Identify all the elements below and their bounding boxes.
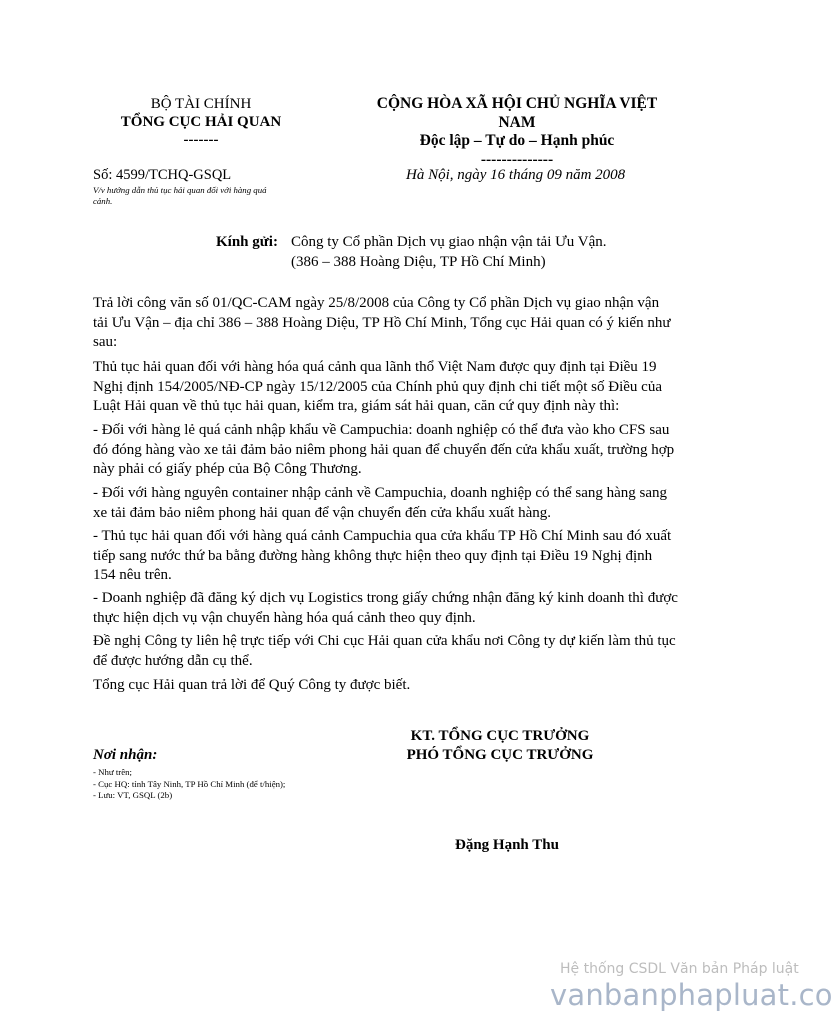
recipient-label: Kính gửi: xyxy=(216,234,278,250)
left-rule: ------- xyxy=(183,132,219,148)
body-paragraph-3 xyxy=(93,421,718,480)
signature-title-line1: KT. TỔNG CỤC TRƯỞNG xyxy=(410,728,590,744)
text-line: thực hiện dịch vụ vận chuyển hàng hóa quá cảnh theo quy định. xyxy=(93,609,476,626)
text-line: - Đối với hàng lẻ quá cảnh nhập khẩu về Campuchia: doanh nghiệp có thể đưa vào kho CFS sau xyxy=(93,422,670,438)
body-paragraph-6 xyxy=(93,589,718,628)
national-header-block xyxy=(322,95,712,169)
document-number: Số: 4599/TCHQ-GSQL xyxy=(93,167,232,183)
body-paragraph-8 xyxy=(93,676,718,696)
text-line: 154 nêu trên. xyxy=(93,567,172,583)
text-line: tải Ưu Vận – địa chỉ 386 – 388 Hoàng Diệu, TP Hồ Chí Minh, Tổng cục Hải quan có ý kiến như xyxy=(93,314,671,331)
signature-title-line2: PHÓ TỔNG CỤC TRƯỞNG xyxy=(406,747,594,763)
text-line: đó đóng hàng vào xe tải đảm bảo niêm phong hải quan để chuyển đến cửa khẩu xuất, trường hợp xyxy=(93,441,675,458)
issuing-agency-block xyxy=(96,95,306,149)
watermark-site: vanbanphapluat.co xyxy=(550,978,833,1012)
text-line: này phải có giấy phép của Bộ Công Thương. xyxy=(93,461,362,477)
ministry-name: BỘ TÀI CHÍNH xyxy=(150,96,252,112)
text-line: - Doanh nghiệp đã đăng ký dịch vụ Logistics trong giấy chứng nhận đăng ký kinh doanh thì được xyxy=(93,590,678,606)
recipients-list xyxy=(93,767,285,802)
body-paragraph-2 xyxy=(93,358,718,417)
document-date: Hà Nội, ngày 16 tháng 09 năm 2008 xyxy=(406,167,626,183)
subject-line: V/v hướng dẫn thủ tục hải quan đối với hàng quá xyxy=(93,185,267,195)
text-line: - Đối với hàng nguyên container nhập cảnh về Campuchia, doanh nghiệp có thể sang hàng sang xyxy=(93,485,668,501)
recipients-list-item: - Cục HQ: tỉnh Tây Ninh, TP Hồ Chí Minh (để t/hiện); xyxy=(93,778,286,789)
subject-line: cảnh. xyxy=(93,196,113,206)
right-rule: -------------- xyxy=(480,150,554,168)
country-name-line1: CỘNG HÒA XÃ HỘI CHỦ NGHĨA VIỆT xyxy=(376,95,658,112)
text-line: Nghị định 154/2005/NĐ-CP ngày 15/12/2005 của Chính phủ quy định chi tiết một số Điều của xyxy=(93,378,662,395)
text-line: Tổng cục Hải quan trả lời để Quý Công ty được biết. xyxy=(93,677,411,693)
text-line: xe tải đảm bảo niêm phong hải quan để vận chuyển đến cửa khẩu xuất hàng. xyxy=(93,504,551,521)
signer-name: Đặng Hạnh Thu xyxy=(455,837,559,853)
recipients-list-title: Nơi nhận: xyxy=(93,747,158,763)
national-motto: Độc lập – Tự do – Hạnh phúc xyxy=(419,132,615,149)
text-line: Trả lời công văn số 01/QC-CAM ngày 25/8/2008 của Công ty Cổ phần Dịch vụ giao nhận vận xyxy=(93,295,660,311)
body-paragraph-1 xyxy=(93,294,718,353)
watermark-caption: Hệ thống CSDL Văn bản Pháp luật xyxy=(560,961,799,977)
department-name: TỔNG CỤC HẢI QUAN xyxy=(120,114,282,130)
recipients-list-item: - Như trên; xyxy=(93,767,132,777)
body-paragraph-7 xyxy=(93,632,718,671)
text-line: Thủ tục hải quan đối với hàng hóa quá cảnh qua lãnh thổ Việt Nam được quy định tại Điều 19 xyxy=(93,359,657,375)
text-line: để được hướng dẫn cụ thể. xyxy=(93,652,253,669)
recipient-lines xyxy=(291,233,711,272)
recipients-list-item: - Lưu: VT, GSQL (2b) xyxy=(93,790,173,800)
recipient-name: Công ty Cổ phần Dịch vụ giao nhận vận tải Ưu Vận. xyxy=(291,234,607,250)
body-paragraph-5 xyxy=(93,527,718,586)
document-subject xyxy=(93,185,313,207)
country-name-line2: NAM xyxy=(498,113,536,131)
text-line: Luật Hải quan về thủ tục hải quan, kiểm tra, giám sát hải quan, căn cứ quy định này thì: xyxy=(93,398,620,414)
text-line: - Thủ tục hải quan đối với hàng quá cảnh Campuchia qua cửa khẩu TP Hồ Chí Minh sau đó xuất xyxy=(93,528,672,544)
recipient-address: (386 – 388 Hoàng Diệu, TP Hồ Chí Minh) xyxy=(291,253,546,270)
text-line: Đề nghị Công ty liên hệ trực tiếp với Chi cục Hải quan cửa khẩu nơi Công ty dự kiến làm thủ tục xyxy=(93,633,676,649)
signature-title xyxy=(390,727,610,765)
body-paragraph-4 xyxy=(93,484,718,523)
text-line: sau: xyxy=(93,334,118,350)
text-line: tiếp sang nước thứ ba bằng đường hàng không thực hiện theo quy định tại Điều 19 Nghị định xyxy=(93,547,653,564)
